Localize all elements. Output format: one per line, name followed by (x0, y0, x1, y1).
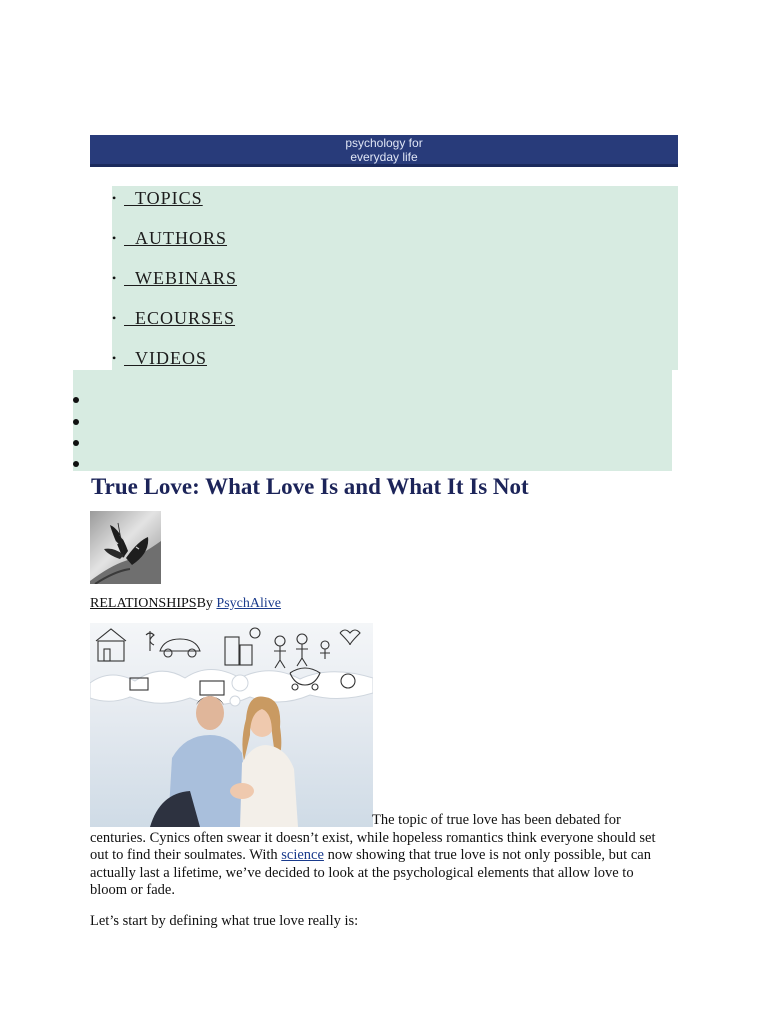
author-link[interactable]: PsychAlive (216, 596, 281, 611)
butterfly-icon (90, 511, 161, 584)
couple-dreaming-image[interactable] (90, 623, 373, 827)
bullet-icon (73, 440, 79, 446)
bullet-icon: • (112, 231, 118, 245)
nav-item-ecourses[interactable] (112, 306, 235, 330)
nav-link-webinars[interactable]: WEBINARS (135, 267, 237, 288)
logo-tagline-line2: everyday life (350, 149, 418, 164)
article-paragraph-1 (90, 812, 670, 900)
nav-item-authors[interactable] (112, 226, 227, 250)
paragraph-1-text-b: now showing that true love is not only possible, but can actually last a lifetime, we’ve decided to look at the psychological elements that allow love to bloom or fade. (90, 847, 651, 898)
bullet-icon: • (112, 351, 118, 365)
bullet-icon: • (112, 311, 118, 325)
logo-tagline-line1: psychology for (345, 135, 423, 150)
nav-item-videos[interactable] (112, 346, 207, 370)
bullet-icon (73, 397, 79, 403)
bullet-icon: • (112, 271, 118, 285)
butterfly-image[interactable] (90, 511, 161, 584)
nav-link-videos[interactable]: VIDEOS (135, 347, 207, 368)
article-byline (90, 595, 281, 613)
paragraph-1-first-line: The topic of true love has been debated for (372, 812, 621, 828)
byline-by: By (196, 596, 217, 611)
couple-illustration (90, 623, 373, 827)
nav-item-topics[interactable] (112, 186, 203, 210)
paragraph-1-text-a: centuries. Cynics often swear it doesn’t exist, while hopeless romantics think everyone should set out to find their soulmates. With (90, 829, 656, 863)
science-link[interactable]: science (281, 847, 324, 863)
nav-item-webinars[interactable] (112, 266, 237, 290)
nav-link-authors[interactable]: AUTHORS (135, 227, 228, 248)
article-title: True Love: What Love Is and What It Is Not (91, 474, 529, 499)
bullet-icon (73, 419, 79, 425)
main-navigation (112, 186, 678, 370)
article-paragraph-2: Let’s start by defining what true love really is: (90, 913, 359, 929)
bullet-icon: • (112, 191, 118, 205)
site-logo-banner[interactable] (90, 135, 678, 167)
category-link[interactable]: RELATIONSHIPS (90, 596, 197, 611)
secondary-menu-panel (73, 370, 672, 471)
bullet-icon (73, 461, 79, 467)
nav-link-topics[interactable]: TOPICS (135, 187, 203, 208)
nav-link-ecourses[interactable]: ECOURSES (135, 307, 236, 328)
